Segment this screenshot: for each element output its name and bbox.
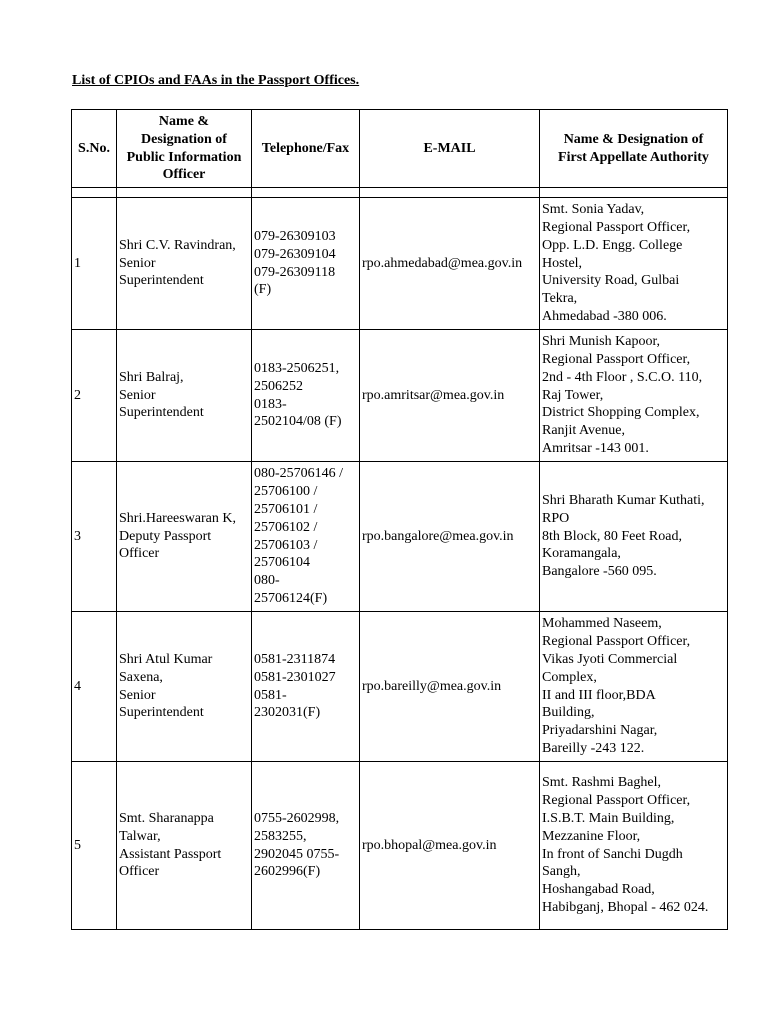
- cell-sno: 1: [72, 198, 117, 330]
- spacer-cell: [360, 188, 540, 198]
- spacer-cell: [72, 188, 117, 198]
- header-pio: Name & Designation of Public Information Officer: [117, 110, 252, 188]
- table-row: [72, 330, 728, 462]
- table-row: [72, 198, 728, 330]
- spacer-cell: [117, 188, 252, 198]
- cell-telephone: 080-25706146 / 25706100 / 25706101 / 25706102 / 25706103 / 25706104 080- 25706124(F): [252, 462, 360, 612]
- spacer-cell: [540, 188, 728, 198]
- cell-faa: Smt. Sonia Yadav, Regional Passport Officer, Opp. L.D. Engg. College Hostel, University Road, Gulbai Tekra, Ahmedabad -380 006.: [540, 198, 728, 330]
- cell-sno: 2: [72, 330, 117, 462]
- cell-telephone: 0755-2602998, 2583255, 2902045 0755- 2602996(F): [252, 762, 360, 930]
- header-sno: S.No.: [72, 110, 117, 188]
- spacer-cell: [252, 188, 360, 198]
- cell-sno: 3: [72, 462, 117, 612]
- cell-sno: 5: [72, 762, 117, 930]
- table-spacer-row: [72, 188, 728, 198]
- cell-faa: Shri Bharath Kumar Kuthati, RPO 8th Block, 80 Feet Road, Koramangala, Bangalore -560 095.: [540, 462, 728, 612]
- cell-pio: Shri.Hareeswaran K, Deputy Passport Officer: [117, 462, 252, 612]
- cell-pio: Shri Balraj, Senior Superintendent: [117, 330, 252, 462]
- cell-telephone: 079-26309103 079-26309104 079-26309118 (F): [252, 198, 360, 330]
- cell-pio: Shri Atul Kumar Saxena, Senior Superintendent: [117, 612, 252, 762]
- table-header-row: [72, 110, 728, 188]
- cell-faa: Mohammed Naseem, Regional Passport Officer, Vikas Jyoti Commercial Complex, II and III floor,BDA Building, Priyadarshini Nagar, Bareilly -243 122.: [540, 612, 728, 762]
- cell-telephone: 0581-2311874 0581-2301027 0581- 2302031(F): [252, 612, 360, 762]
- cell-faa: Shri Munish Kapoor, Regional Passport Officer, 2nd - 4th Floor , S.C.O. 110, Raj Tower, District Shopping Complex, Ranjit Avenue, Amritsar -143 001.: [540, 330, 728, 462]
- cell-email: rpo.bhopal@mea.gov.in: [360, 762, 540, 930]
- cell-email: rpo.bangalore@mea.gov.in: [360, 462, 540, 612]
- cell-telephone: 0183-2506251, 2506252 0183- 2502104/08 (F): [252, 330, 360, 462]
- table-row: [72, 612, 728, 762]
- cell-email: rpo.bareilly@mea.gov.in: [360, 612, 540, 762]
- cpio-faa-table: [71, 109, 728, 930]
- document-title: List of CPIOs and FAAs in the Passport Offices.: [72, 73, 360, 88]
- cell-pio: Smt. Sharanappa Talwar, Assistant Passport Officer: [117, 762, 252, 930]
- cell-email: rpo.amritsar@mea.gov.in: [360, 330, 540, 462]
- cell-sno: 4: [72, 612, 117, 762]
- header-email: E-MAIL: [360, 110, 540, 188]
- table-row: [72, 462, 728, 612]
- header-first-appellate-authority: Name & Designation of First Appellate Authority: [540, 110, 728, 188]
- cell-email: rpo.ahmedabad@mea.gov.in: [360, 198, 540, 330]
- cell-faa: Smt. Rashmi Baghel, Regional Passport Officer, I.S.B.T. Main Building, Mezzanine Floor, In front of Sanchi Dugdh Sangh, Hoshangabad Road, Habibganj, Bhopal - 462 024.: [540, 762, 728, 930]
- header-telephone-fax: Telephone/Fax: [252, 110, 360, 188]
- cell-pio: Shri C.V. Ravindran, Senior Superintendent: [117, 198, 252, 330]
- table-row: [72, 762, 728, 930]
